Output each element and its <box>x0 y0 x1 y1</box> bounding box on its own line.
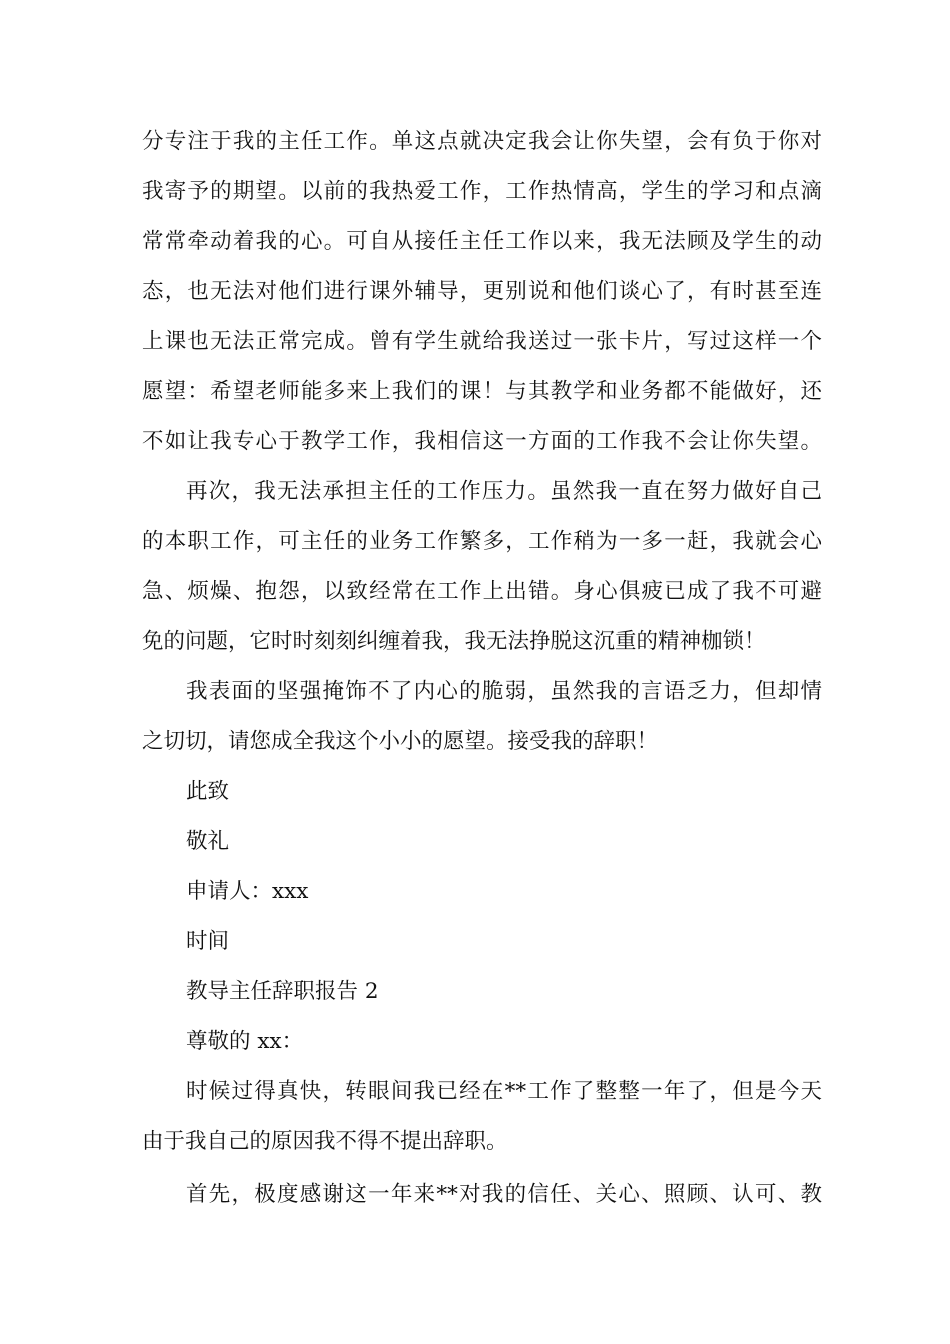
closing-regards: 敬礼 <box>186 829 230 854</box>
date-line: 时间 <box>186 929 230 954</box>
body-text-line: 态，也无法对他们进行课外辅导，更别说和他们谈心了，有时甚至连 <box>142 279 822 304</box>
body-text-line: 免的问题，它时时刻刻纠缠着我，我无法挣脱这沉重的精神枷锁！ <box>142 629 766 654</box>
body-text-line: 分专注于我的主任工作。单这点就决定我会让你失望，会有负于你对 <box>142 129 822 154</box>
body-text-line: 由于我自己的原因我不得不提出辞职。 <box>142 1129 508 1154</box>
body-text-line: 首先，极度感谢这一年来**对我的信任、关心、照顾、认可、教 <box>186 1182 822 1207</box>
body-text-line: 不如让我专心于教学工作，我相信这一方面的工作我不会让你失望。 <box>142 429 822 454</box>
body-text-line: 时候过得真快，转眼间我已经在**工作了整整一年了，但是今天 <box>186 1079 822 1104</box>
greeting-line: 尊敬的 xx： <box>186 1029 304 1054</box>
body-text-line: 再次，我无法承担主任的工作压力。虽然我一直在努力做好自己 <box>186 479 822 504</box>
closing-salutation: 此致 <box>186 779 230 804</box>
body-text-line: 急、烦燥、抱怨，以致经常在工作上出错。身心俱疲已成了我不可避 <box>142 579 822 604</box>
body-text-line: 我表面的坚强掩饰不了内心的脆弱，虽然我的言语乏力，但却情 <box>186 679 822 704</box>
body-text-line: 的本职工作，可主任的业务工作繁多，工作稍为一多一赶，我就会心 <box>142 529 822 554</box>
body-text-line: 常常牵动着我的心。可自从接任主任工作以来，我无法顾及学生的动 <box>142 229 822 254</box>
body-text-line: 之切切，请您成全我这个小小的愿望。接受我的辞职！ <box>142 729 659 754</box>
body-text-line: 上课也无法正常完成。曾有学生就给我送过一张卡片，写过这样一个 <box>142 329 822 354</box>
applicant-signature: 申请人：xxx <box>186 879 309 904</box>
body-text-line: 我寄予的期望。以前的我热爱工作，工作热情高，学生的学习和点滴 <box>142 179 822 204</box>
section-title: 教导主任辞职报告 2 <box>186 979 379 1004</box>
body-text-line: 愿望：希望老师能多来上我们的课！与其教学和业务都不能做好，还 <box>142 379 822 404</box>
